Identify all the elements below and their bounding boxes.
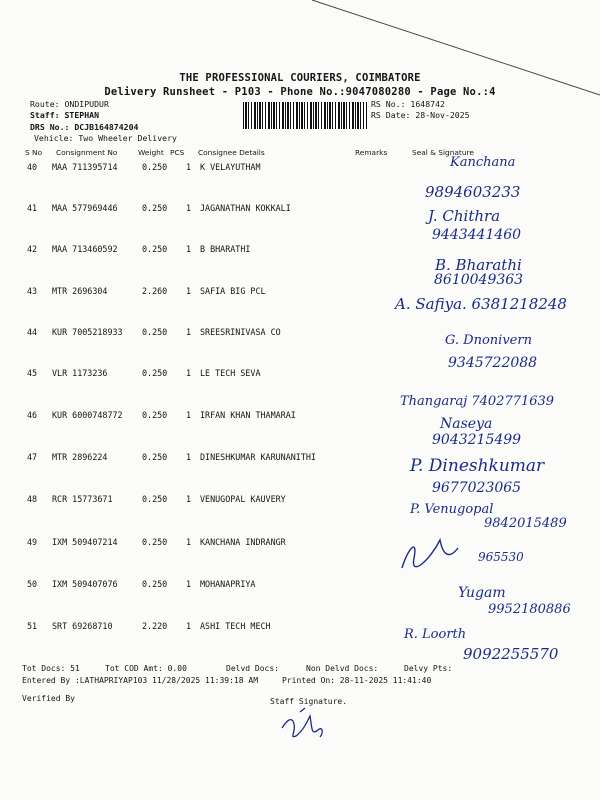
row-sno: 42 bbox=[27, 244, 38, 254]
row-weight: 0.250 bbox=[142, 244, 168, 254]
row-consignee: KANCHANA INDRANGR bbox=[200, 537, 286, 547]
row-pcs: 1 bbox=[186, 162, 192, 172]
rs-no-label: RS No.: 1648742 bbox=[371, 99, 445, 109]
staff-signature-label: Staff Signature. bbox=[270, 697, 348, 706]
col-sno: S No bbox=[25, 148, 43, 157]
handwriting-42-phone: 8610049363 bbox=[434, 272, 524, 288]
row-weight: 0.250 bbox=[142, 410, 168, 420]
row-consignee: K VELAYUTHAM bbox=[200, 162, 261, 172]
printed-on: Printed On: 28-11-2025 11:41:40 bbox=[282, 676, 432, 685]
row-pcs: 1 bbox=[186, 203, 192, 213]
vehicle-label: Vehicle: Two Wheeler Delivery bbox=[34, 133, 177, 143]
col-weight: Weight bbox=[138, 148, 164, 157]
row-weight: 0.250 bbox=[142, 368, 168, 378]
runsheet-subtitle: Delivery Runsheet - P103 - Phone No.:9047080280 - Page No.:4 bbox=[104, 86, 496, 98]
row-pcs: 1 bbox=[186, 621, 192, 631]
delvd-docs: Delvd Docs: bbox=[226, 664, 279, 673]
row-sno: 47 bbox=[27, 452, 38, 462]
row-pcs: 1 bbox=[186, 327, 192, 337]
row-weight: 2.260 bbox=[142, 286, 168, 296]
handwriting-40-phone: 9894603233 bbox=[425, 183, 521, 201]
row-pcs: 1 bbox=[186, 494, 192, 504]
handwriting-46-sign: Naseya bbox=[440, 416, 493, 432]
handwriting-47-name: P. Dineshkumar bbox=[410, 456, 545, 476]
company-title: THE PROFESSIONAL COURIERS, COIMBATORE bbox=[179, 72, 421, 84]
row-weight: 0.250 bbox=[142, 537, 168, 547]
row-pcs: 1 bbox=[186, 452, 192, 462]
handwriting-51-name: R. Loorth bbox=[404, 627, 467, 642]
row-consignment: MTR 2696304 bbox=[52, 286, 108, 296]
row-consignee: IRFAN KHAN THAMARAI bbox=[200, 410, 296, 420]
row-sno: 41 bbox=[27, 203, 38, 213]
col-consignment: Consignment No bbox=[56, 148, 118, 157]
row-sno: 51 bbox=[27, 621, 38, 631]
row-weight: 0.250 bbox=[142, 494, 168, 504]
row-consignment: MTR 2896224 bbox=[52, 452, 108, 462]
row-pcs: 1 bbox=[186, 244, 192, 254]
col-signature: Seal & Signature bbox=[412, 148, 474, 157]
row-pcs: 1 bbox=[186, 410, 192, 420]
handwriting-46-name: Thangaraj 7402771639 bbox=[400, 394, 555, 409]
handwriting-51-phone: 9092255570 bbox=[463, 645, 559, 663]
row-consignee: JAGANATHAN KOKKALI bbox=[200, 203, 291, 213]
staff-label: Staff: STEPHAN bbox=[30, 110, 100, 120]
handwriting-41-name: J. Chithra bbox=[428, 207, 501, 225]
row-pcs: 1 bbox=[186, 286, 192, 296]
handwriting-44-name: G. Dnonivern bbox=[445, 333, 532, 348]
handwriting-43: A. Safiya. 6381218248 bbox=[395, 295, 567, 313]
handwriting-50-name: Yugam bbox=[458, 585, 506, 601]
non-delvd-docs: Non Delvd Docs: bbox=[306, 664, 379, 673]
totals-row bbox=[0, 664, 600, 676]
row-weight: 0.250 bbox=[142, 203, 168, 213]
row-weight: 0.250 bbox=[142, 162, 168, 172]
row-consignee: ASHI TECH MECH bbox=[200, 621, 271, 631]
row-consignee: VENUGOPAL KAUVERY bbox=[200, 494, 286, 504]
row-consignee: DINESHKUMAR KARUNANITHI bbox=[200, 452, 316, 462]
table-row bbox=[0, 410, 600, 424]
handwriting-42-name: B. Bharathi bbox=[435, 256, 522, 274]
row-weight: 0.250 bbox=[142, 452, 168, 462]
handwriting-50-phone: 9952180886 bbox=[488, 602, 571, 617]
row-consignment: IXM 509407076 bbox=[52, 579, 118, 589]
tot-cod: Tot COD Amt: 0.00 bbox=[105, 664, 187, 673]
table-row bbox=[0, 494, 600, 508]
row-sno: 43 bbox=[27, 286, 38, 296]
row-pcs: 1 bbox=[186, 368, 192, 378]
row-consignment: RCR 15773671 bbox=[52, 494, 113, 504]
table-row bbox=[0, 537, 600, 551]
row-consignment: KUR 7005218933 bbox=[52, 327, 123, 337]
row-pcs: 1 bbox=[186, 579, 192, 589]
col-pcs: PCS bbox=[170, 148, 185, 157]
row-consignment: MAA 713460592 bbox=[52, 244, 118, 254]
row-pcs: 1 bbox=[186, 537, 192, 547]
row-sno: 46 bbox=[27, 410, 38, 420]
table-row bbox=[0, 621, 600, 635]
handwriting-47-phone: 9677023065 bbox=[432, 480, 522, 496]
handwriting-48-phone: 9842015489 bbox=[484, 516, 567, 531]
entered-by: Entered By :LATHAPRIYAP103 11/28/2025 11:39:18 AM bbox=[22, 676, 259, 685]
col-remarks: Remarks bbox=[355, 148, 388, 157]
row-weight: 0.250 bbox=[142, 579, 168, 589]
row-sno: 40 bbox=[27, 162, 38, 172]
row-consignment: KUR 6000748772 bbox=[52, 410, 123, 420]
delvy-pts: Delvy Pts: bbox=[404, 664, 453, 673]
row-weight: 0.250 bbox=[142, 327, 168, 337]
handwriting-44-phone: 9345722088 bbox=[448, 355, 538, 371]
row-consignment: MAA 577969446 bbox=[52, 203, 118, 213]
rs-date-label: RS Date: 28-Nov-2025 bbox=[371, 110, 470, 120]
table-row bbox=[0, 203, 600, 217]
table-row bbox=[0, 579, 600, 593]
handwriting-48-name: P. Venugopal bbox=[410, 502, 494, 517]
row-consignment: SRT 69268710 bbox=[52, 621, 113, 631]
handwriting-46-phone: 9043215499 bbox=[432, 432, 522, 448]
row-sno: 45 bbox=[27, 368, 38, 378]
row-consignee: LE TECH SEVA bbox=[200, 368, 261, 378]
col-consignee: Consignee Details bbox=[198, 148, 265, 157]
row-sno: 48 bbox=[27, 494, 38, 504]
handwriting-49-phone: 965530 bbox=[478, 550, 524, 564]
row-consignment: IXM 509407214 bbox=[52, 537, 118, 547]
verified-by: Verified By bbox=[22, 694, 75, 703]
staff-signature-scribble bbox=[282, 708, 322, 737]
drs-label: DRS No.: DCJB164874204 bbox=[30, 122, 139, 132]
row-weight: 2.220 bbox=[142, 621, 168, 631]
row-sno: 49 bbox=[27, 537, 38, 547]
barcode bbox=[243, 102, 367, 129]
row-consignee: MOHANAPRIYA bbox=[200, 579, 256, 589]
handwriting-41-phone: 9443441460 bbox=[432, 227, 522, 243]
tot-docs: Tot Docs: 51 bbox=[22, 664, 80, 673]
row-consignee: SREESRINIVASA CO bbox=[200, 327, 281, 337]
route-label: Route: ONDIPUDUR bbox=[30, 99, 109, 109]
row-sno: 44 bbox=[27, 327, 38, 337]
row-consignment: VLR 1173236 bbox=[52, 368, 108, 378]
handwriting-40-name: Kanchana bbox=[450, 155, 516, 170]
row-consignee: SAFIA BIG PCL bbox=[200, 286, 266, 296]
row-consignment: MAA 711395714 bbox=[52, 162, 118, 172]
row-consignee: B BHARATHI bbox=[200, 244, 251, 254]
row-sno: 50 bbox=[27, 579, 38, 589]
